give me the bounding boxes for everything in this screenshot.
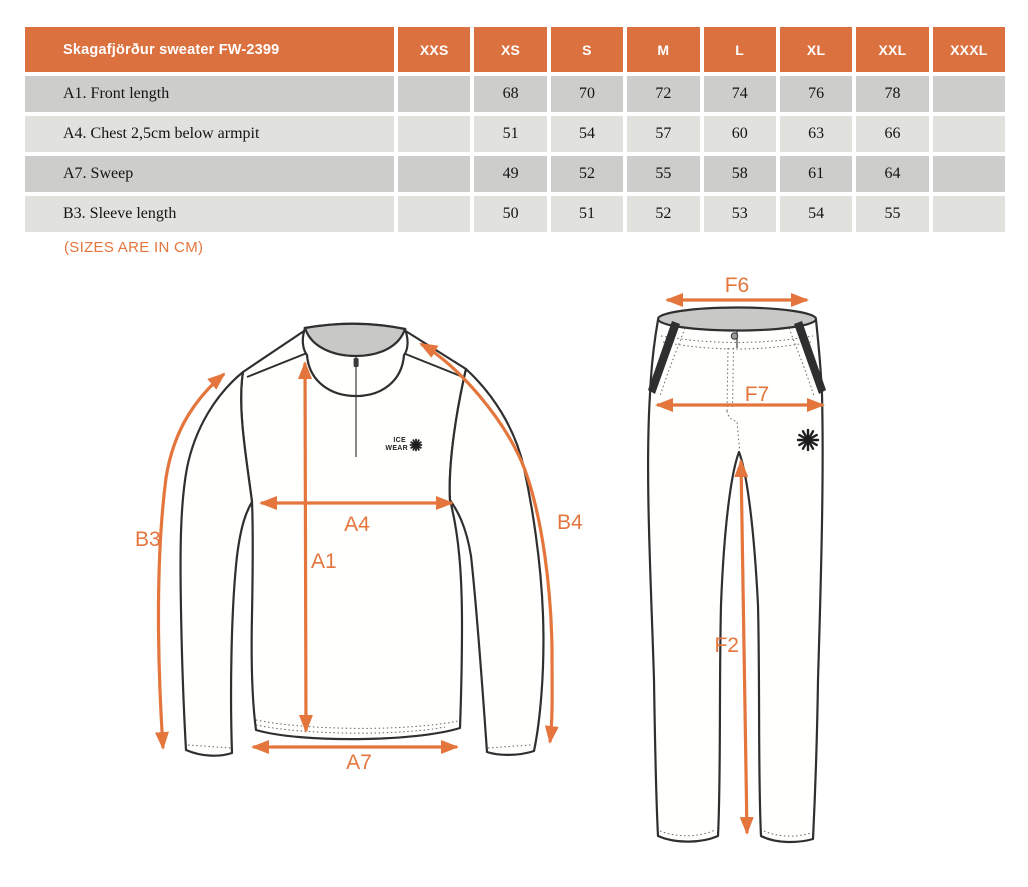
size-value: 52 xyxy=(551,156,623,192)
waist-button xyxy=(731,333,737,339)
col-header-xs: XS xyxy=(474,27,546,72)
measurement-label-b4: B4 xyxy=(557,511,583,534)
measurement-label: A7. Sweep xyxy=(25,156,394,192)
measurement-label: B3. Sleeve length xyxy=(25,196,394,232)
size-value xyxy=(398,156,470,192)
table-row xyxy=(25,156,1005,192)
measurement-label-a1: A1 xyxy=(311,550,337,573)
sizes-note: (SIZES ARE IN CM) xyxy=(64,239,204,256)
measurement-label: A4. Chest 2,5cm below armpit xyxy=(25,116,394,152)
size-value xyxy=(933,116,1005,152)
size-value: 53 xyxy=(704,196,776,232)
measurement-label-a7: A7 xyxy=(346,751,372,774)
size-value: 58 xyxy=(704,156,776,192)
size-value: 54 xyxy=(780,196,852,232)
size-value: 52 xyxy=(627,196,699,232)
arrow-f2 xyxy=(741,461,747,833)
col-header-m: M xyxy=(627,27,699,72)
size-value xyxy=(398,76,470,112)
measurement-label-a4: A4 xyxy=(344,513,370,536)
measurement-label: A1. Front length xyxy=(25,76,394,112)
size-value xyxy=(398,116,470,152)
table-row xyxy=(25,116,1005,152)
col-header-s: S xyxy=(551,27,623,72)
size-value: 76 xyxy=(780,76,852,112)
size-value: 64 xyxy=(856,156,928,192)
table-row xyxy=(25,196,1005,232)
size-value: 74 xyxy=(704,76,776,112)
size-value: 61 xyxy=(780,156,852,192)
size-table xyxy=(21,23,1009,236)
size-value: 63 xyxy=(780,116,852,152)
measurement-label-b3: B3 xyxy=(135,528,161,551)
garment-diagrams xyxy=(0,265,1028,887)
sweater-left-sleeve xyxy=(181,372,252,756)
arrow-a1 xyxy=(305,363,306,731)
size-value: 70 xyxy=(551,76,623,112)
size-value: 72 xyxy=(627,76,699,112)
product-title: Skagafjörður sweater FW-2399 xyxy=(25,27,394,72)
col-header-l: L xyxy=(704,27,776,72)
size-value xyxy=(933,76,1005,112)
zipper-pull xyxy=(354,358,359,367)
size-value: 78 xyxy=(856,76,928,112)
brand-text-ice: ICE xyxy=(393,437,406,444)
size-value: 49 xyxy=(474,156,546,192)
size-value xyxy=(398,196,470,232)
size-value: 57 xyxy=(627,116,699,152)
size-value xyxy=(933,196,1005,232)
measurement-label-f7: F7 xyxy=(744,383,770,406)
sweater-right-sleeve xyxy=(450,369,544,755)
pants-diagram xyxy=(648,274,826,842)
size-value: 51 xyxy=(474,116,546,152)
size-value: 54 xyxy=(551,116,623,152)
col-header-xxs: XXS xyxy=(398,27,470,72)
col-header-xxxl: XXXL xyxy=(933,27,1005,72)
size-value: 55 xyxy=(856,196,928,232)
size-table-header-row xyxy=(25,27,1005,72)
measurement-label-f2: F2 xyxy=(714,634,739,657)
table-row xyxy=(25,76,1005,112)
size-value: 51 xyxy=(551,196,623,232)
measurement-label-f6: F6 xyxy=(724,274,750,297)
size-value: 60 xyxy=(704,116,776,152)
size-value: 68 xyxy=(474,76,546,112)
size-value: 55 xyxy=(627,156,699,192)
col-header-xxl: XXL xyxy=(856,27,928,72)
pants-body xyxy=(648,320,823,842)
size-value xyxy=(933,156,1005,192)
sweater-diagram xyxy=(135,324,583,774)
col-header-xl: XL xyxy=(780,27,852,72)
waist-opening xyxy=(658,308,816,331)
size-value: 50 xyxy=(474,196,546,232)
size-value: 66 xyxy=(856,116,928,152)
brand-text-wear: WEAR xyxy=(385,445,408,452)
